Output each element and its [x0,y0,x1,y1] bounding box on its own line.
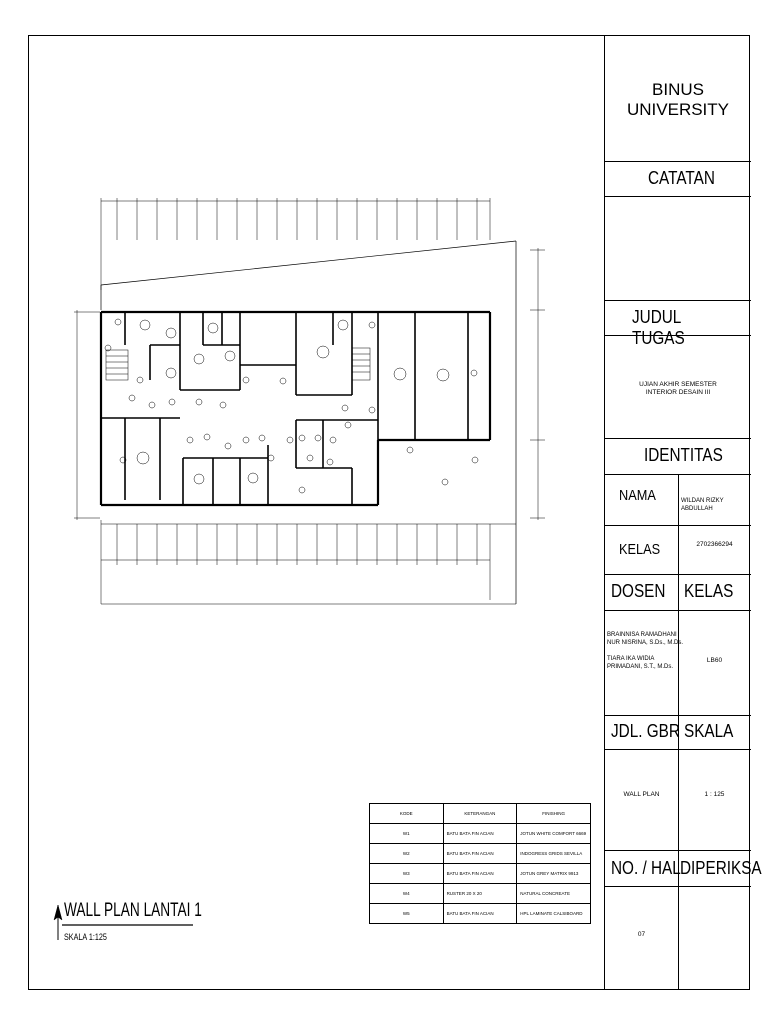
legend-cell: JOTUN GREY MATRIX 9913 [517,864,591,884]
diperiksa-heading: DIPERIKSA [680,858,762,878]
nama-value: WILDAN RIZKY ABDULLAH [681,498,724,512]
legend-cell: BATU BATA FIN ACIAN [443,864,517,884]
table-row [370,904,591,924]
kelas-value: 2702366294 [696,541,733,548]
legend-cell: W4 [370,884,444,904]
legend-cell: RUSTER 20 X 20 [443,884,517,904]
divider [605,196,751,197]
dosen-value: BRAINNISA RAMADHANI NUR NISRINA, S.Ds., M.Ds. TIARA IKA WIDIA PRIMADANI, S.T., M.Ds. [607,632,684,670]
legend-header-kode: KODE [370,804,444,824]
kelas-label: KELAS [619,541,661,558]
legend-cell: W1 [370,824,444,844]
divider [605,300,751,301]
table-row [370,884,591,904]
table-row [370,804,591,824]
legend-cell: BATU BATA FIN ACIAN [443,844,517,864]
drawing-title: WALL PLAN LANTAI 1 [64,900,202,921]
drawing-scale: SKALA 1:125 [64,932,107,942]
legend-cell: JOTUN WHITE COMFORT 6669 [517,824,591,844]
skala-heading: SKALA [684,721,734,741]
identitas-heading: IDENTITAS [644,445,723,465]
legend-cell: NATURAL CONCREATE [517,884,591,904]
skala-value: 1 : 125 [704,791,725,798]
no-hal-value: 07 [637,931,646,938]
table-row [370,864,591,884]
table-row [370,824,591,844]
legend-cell: INDOGRESS GRIDS SEVILLA [517,844,591,864]
jdl-gbr-heading: JDL. GBR [611,721,680,741]
legend-cell: BATU BATA FIN ACIAN [443,824,517,844]
legend-cell: HPL LAMINATE CALSIBOARD [517,904,591,924]
title-block [604,35,762,990]
divider [605,161,751,162]
legend-header-keterangan: KETERANGAN [443,804,517,824]
jdl-gbr-value: WALL PLAN [623,791,660,798]
judul-tugas-value: UJIAN AKHIR SEMESTER INTERIOR DESAIN III [639,381,717,396]
legend-cell: W3 [370,864,444,884]
catatan-heading: CATATAN [648,168,715,188]
no-hal-heading: NO. / HAL [611,858,681,878]
finishing-legend-table [369,803,591,924]
divider [605,438,751,439]
legend-cell: W2 [370,844,444,864]
kelas-heading: KELAS [684,581,734,601]
university-name: BINUS UNIVERSITY [626,80,730,119]
kelas-class-value: LB60 [706,657,723,664]
nama-label: NAMA [619,487,656,504]
legend-cell: W5 [370,904,444,924]
judul-tugas-heading: JUDUL TUGAS [632,307,685,348]
legend-header-finishing: FINISHING [517,804,591,824]
legend-cell: BATU BATA FIN ACIAN [443,904,517,924]
table-row [370,844,591,864]
dosen-heading: DOSEN [611,581,666,601]
